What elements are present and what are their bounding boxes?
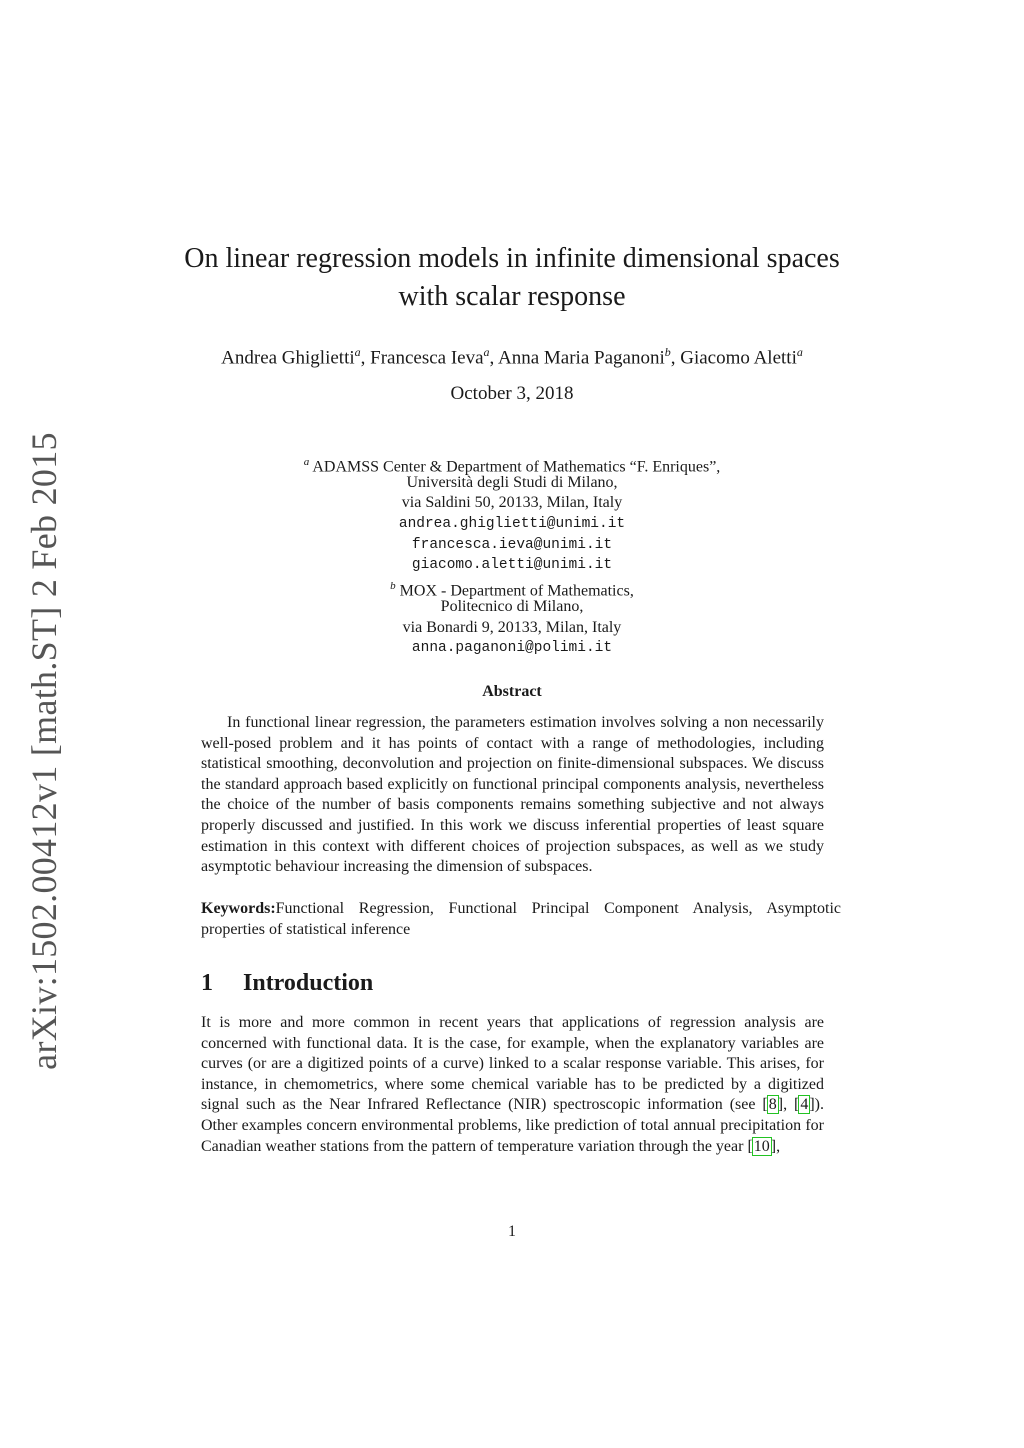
author-affil-mark: a bbox=[354, 345, 361, 359]
author-name: Giacomo Aletti bbox=[680, 347, 797, 369]
author-list: Andrea Ghiglietti$^a$, Francesca Ieva$^a$, Anna Maria Paganoni$^b$, Giacomo Aletti$^a$ bbox=[221, 345, 803, 369]
affiliation-b-line-1: $^b$ MOX - Department of Mathematics, bbox=[390, 580, 634, 600]
author-name: Francesca Ieva bbox=[370, 347, 484, 369]
paper-title bbox=[120, 240, 904, 316]
keywords-text: Functional Regression, Functional Principal Component Analysis, Asymptotic properties of statistical inference bbox=[201, 900, 841, 938]
title-line-1: On linear regression models in infinite dimensional spaces bbox=[184, 243, 840, 274]
author-name: Andrea Ghiglietti bbox=[221, 347, 355, 369]
abstract-text: In functional linear regression, the parameters estimation involves solving a non necessarily well-posed problem and it has points of contact with a range of methodologies, including statistical smoothing, deconvolution and projection on finite-dimensional subspaces. We discuss the standard approach based explicitly on functional principal components analysis, nevertheless the choice of the number of basis components remains something subjective and not always properly discussed and justified. In this work we discuss inferential properties of least square estimation in this context with different choices of projection subspaces, as well as we study asymptotic behaviour increasing the dimension of subspaces. bbox=[201, 714, 824, 876]
keywords-label: Keywords: bbox=[201, 900, 276, 917]
keywords bbox=[201, 899, 841, 940]
email-link[interactable]: andrea.ghiglietti@unimi.it bbox=[398, 516, 626, 533]
affiliation-b-line-2: Politecnico di Milano, bbox=[440, 597, 584, 615]
affiliation-b-line-3: via Bonardi 9, 20133, Milan, Italy bbox=[402, 618, 622, 636]
section-heading bbox=[201, 967, 373, 999]
intro-paragraph: It is more and more common in recent years that applications of regression analysis are concerned with functional data. It is the case, for example, when the explanatory variables are curves (or are a digitized points of a curve) linked to a scalar response variable. This arises, for instance, in chemometrics, where some chemical variable has to be predicted by a digitized signal such as the Near Infrared Reflectance (NIR) spectroscopic information (see [8], [4]). Other examples concern environmental problems, like prediction of total annual precipitation for Canadian weather stations from the pattern of temperature variation through the year [10], bbox=[201, 1014, 824, 1155]
affiliations-block bbox=[200, 452, 824, 659]
paper-date: October 3, 2018 bbox=[450, 383, 574, 404]
email-link[interactable]: francesca.ieva@unimi.it bbox=[411, 536, 613, 553]
arxiv-identifier: arXiv:1502.00412v1 [math.ST] 2 Feb 2015 bbox=[24, 432, 64, 1070]
citation-link[interactable]: 10 bbox=[753, 1137, 770, 1155]
section-number: 1 bbox=[201, 970, 213, 996]
title-line-2: with scalar response bbox=[398, 281, 626, 312]
email-link[interactable]: anna.paganoni@polimi.it bbox=[411, 640, 613, 657]
abstract-heading: Abstract bbox=[482, 683, 542, 700]
affil-mark-b: b bbox=[390, 580, 396, 593]
affiliation-a-line-2: Università degli Studi di Milano, bbox=[406, 473, 618, 491]
section-title: Introduction bbox=[243, 970, 374, 996]
citation-link[interactable]: 8 bbox=[768, 1096, 777, 1114]
author-affil-mark: a bbox=[483, 345, 490, 359]
affil-mark-a: a bbox=[303, 456, 310, 468]
affiliation-a-line-1: $^a$ ADAMSS Center & Department of Mathematics “F. Enriques”, bbox=[303, 456, 721, 476]
affiliation-a-line-3: via Saldini 50, 20133, Milan, Italy bbox=[401, 494, 623, 512]
author-name: Anna Maria Paganoni bbox=[498, 347, 665, 369]
author-affil-mark: a bbox=[796, 345, 803, 359]
citation-link[interactable]: 4 bbox=[800, 1096, 809, 1114]
page-number: 1 bbox=[508, 1223, 516, 1240]
email-link[interactable]: giacomo.aletti@unimi.it bbox=[411, 557, 613, 574]
arxiv-side-stamp bbox=[24, 432, 64, 1070]
author-affil-mark: b bbox=[664, 345, 671, 359]
